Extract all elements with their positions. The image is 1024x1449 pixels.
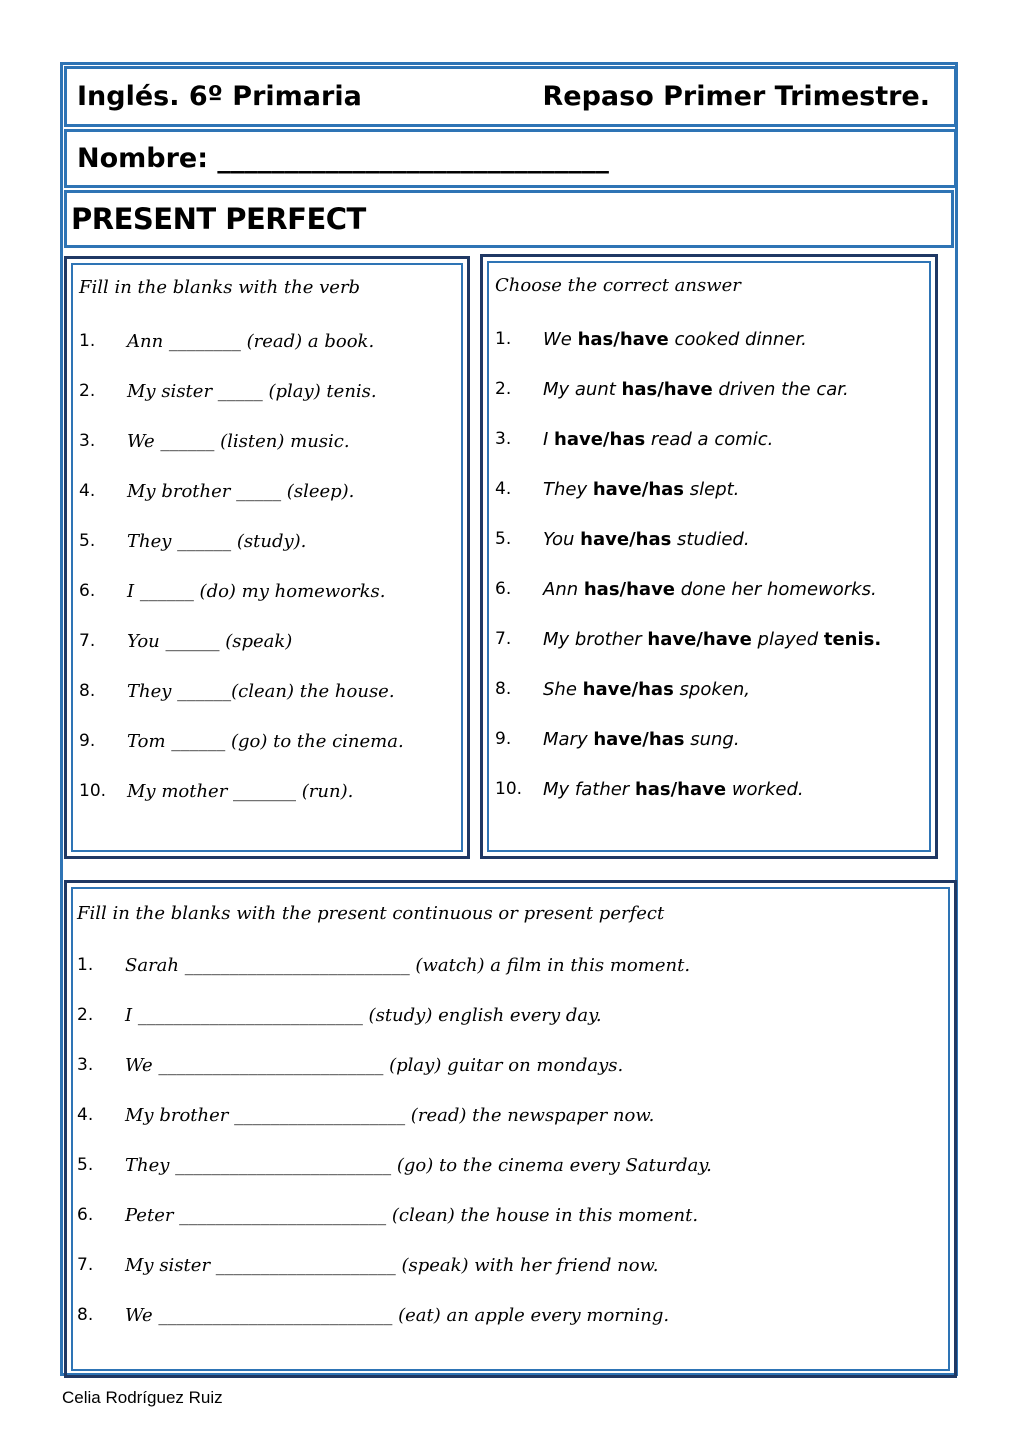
answer-choice: has/have xyxy=(583,579,676,600)
item-number: 7. xyxy=(495,629,512,649)
item-text: She have/has spoken, xyxy=(543,679,750,700)
answer-choice: have/has xyxy=(580,529,672,550)
item-text: Sarah _________________________ (watch) a film in this moment. xyxy=(125,955,691,976)
item-text: We __________________________ (eat) an apple every morning. xyxy=(125,1305,670,1326)
item-number: 10. xyxy=(495,779,523,799)
item-text: Tom ______ (go) to the cinema. xyxy=(127,731,404,752)
item-text: My brother ___________________ (read) the newspaper now. xyxy=(125,1105,655,1126)
item-number: 4. xyxy=(495,479,512,499)
answer-choice: have/have xyxy=(647,629,752,650)
item-text: They ________________________ (go) to the cinema every Saturday. xyxy=(125,1155,712,1176)
answer-choice: has/have xyxy=(621,379,713,400)
item-text: They have/has slept. xyxy=(543,479,740,500)
item-text: Peter _______________________ (clean) the house in this moment. xyxy=(125,1205,699,1226)
bold-word: tenis. xyxy=(823,629,882,650)
item-text: We _________________________ (play) guitar on mondays. xyxy=(125,1055,624,1076)
header-subject: Inglés. 6º Primaria xyxy=(77,81,362,112)
item-number: 3. xyxy=(77,1055,94,1075)
item-text: Ann has/have done her homeworks. xyxy=(543,579,877,600)
item-number: 5. xyxy=(77,1155,94,1175)
item-text: I ______ (do) my homeworks. xyxy=(127,581,386,602)
item-number: 8. xyxy=(79,681,96,701)
answer-choice: has/have xyxy=(634,779,727,800)
item-text: My father has/have worked. xyxy=(543,779,804,800)
item-text: My sister _____ (play) tenis. xyxy=(127,381,377,402)
name-line: Nombre: _____________________________ xyxy=(77,143,609,174)
item-text: You ______ (speak) xyxy=(127,631,293,652)
item-number: 2. xyxy=(79,381,96,401)
item-number: 3. xyxy=(495,429,512,449)
item-number: 10. xyxy=(79,781,107,801)
answer-choice: has/have xyxy=(577,329,669,350)
answer-choice: have/has xyxy=(582,679,674,700)
item-text: My mother _______ (run). xyxy=(127,781,354,802)
item-text: They ______ (study). xyxy=(127,531,307,552)
item-number: 2. xyxy=(495,379,512,399)
header-title: Repaso Primer Trimestre. xyxy=(542,81,930,112)
item-number: 6. xyxy=(79,581,96,601)
exercise2-panel xyxy=(480,254,938,859)
header-box xyxy=(64,66,957,127)
item-number: 1. xyxy=(495,329,512,349)
item-number: 1. xyxy=(77,955,94,975)
exercise3-panel xyxy=(64,880,957,1378)
section-title: PRESENT PERFECT xyxy=(71,202,366,236)
item-text: They ______(clean) the house. xyxy=(127,681,395,702)
item-text: We ______ (listen) music. xyxy=(127,431,350,452)
item-number: 9. xyxy=(495,729,512,749)
item-number: 6. xyxy=(77,1205,94,1225)
item-number: 1. xyxy=(79,331,96,351)
item-number: 7. xyxy=(77,1255,94,1275)
item-number: 9. xyxy=(79,731,96,751)
section-box xyxy=(64,190,954,248)
item-number: 2. xyxy=(77,1005,94,1025)
item-text: I have/has read a comic. xyxy=(543,429,774,450)
exercise1-title: Fill in the blanks with the verb xyxy=(79,277,361,298)
item-number: 7. xyxy=(79,631,96,651)
answer-choice: have/has xyxy=(554,429,646,450)
item-number: 8. xyxy=(495,679,512,699)
item-number: 3. xyxy=(79,431,96,451)
exercise1-panel xyxy=(64,256,470,859)
exercise3-title: Fill in the blanks with the present continuous or present perfect xyxy=(77,903,665,924)
item-text: My brother have/have played tenis. xyxy=(543,629,882,650)
item-number: 6. xyxy=(495,579,512,599)
item-text: My aunt has/have driven the car. xyxy=(543,379,849,400)
item-number: 8. xyxy=(77,1305,94,1325)
answer-choice: have/has xyxy=(593,729,685,750)
item-number: 4. xyxy=(77,1105,94,1125)
item-number: 5. xyxy=(495,529,512,549)
item-text: Mary have/has sung. xyxy=(543,729,740,750)
answer-choice: have/has xyxy=(592,479,685,500)
item-text: My sister ____________________ (speak) with her friend now. xyxy=(125,1255,659,1276)
item-text: We has/have cooked dinner. xyxy=(543,329,807,350)
item-number: 4. xyxy=(79,481,96,501)
item-text: I _________________________ (study) english every day. xyxy=(125,1005,602,1026)
name-box xyxy=(64,129,957,188)
item-text: You have/has studied. xyxy=(543,529,750,550)
author-footer: Celia Rodríguez Ruiz xyxy=(62,1388,223,1407)
item-text: My brother _____ (sleep). xyxy=(127,481,355,502)
item-number: 5. xyxy=(79,531,96,551)
item-text: Ann ________ (read) a book. xyxy=(127,331,375,352)
exercise2-title: Choose the correct answer xyxy=(495,275,741,296)
